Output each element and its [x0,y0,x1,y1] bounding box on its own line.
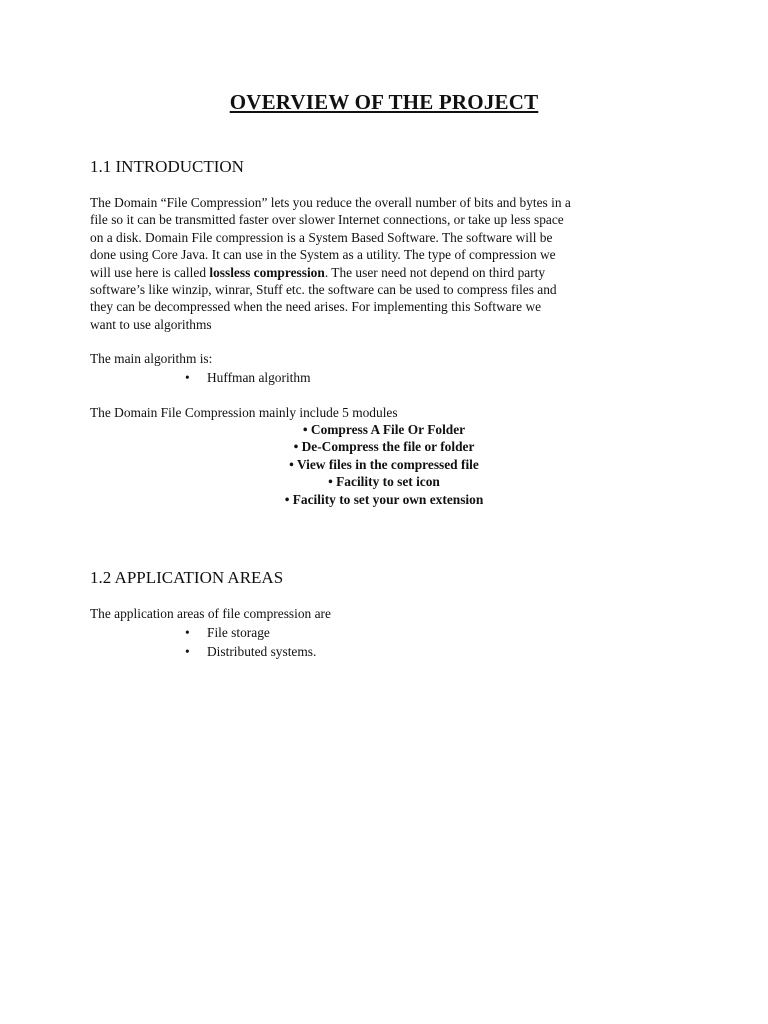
document-title: OVERVIEW OF THE PROJECT [229,90,539,114]
module-item: • Facility to set your own extension [284,491,484,507]
bullet-icon: • [185,370,190,385]
module-item: • View files in the compressed file [289,456,479,472]
module-item: • Compress A File Or Folder [302,422,466,437]
introduction-paragraph [90,194,650,333]
algorithm-intro: The main algorithm is: [90,351,213,366]
module-item: • De-Compress the file or folder [293,439,475,455]
application-area-label: Distributed systems. [207,644,317,659]
paragraph-line: done using Core Java. It can use in the System as a utility. The type of compression we [90,247,556,263]
module-item: • Facility to set icon [328,474,440,490]
modules-list [0,421,768,508]
application-areas-intro: The application areas of file compression are [90,606,331,621]
paragraph-line: software’s like winzip, winrar, Stuff etc. the software can be used to compress files and [90,282,557,298]
paragraph-line: The Domain “File Compression” lets you reduce the overall number of bits and bytes in a [90,195,571,210]
bullet-icon: • [185,625,190,640]
paragraph-line: they can be decompressed when the need arises. For implementing this Software we [90,299,542,315]
paragraph-line [90,264,650,281]
paragraph-line: file so it can be transmitted faster over slower Internet connections, or take up less space [90,212,564,228]
paragraph-line: want to use algorithms [90,316,212,332]
algorithm-label: Huffman algorithm [207,370,311,385]
paragraph-text: . The user need not depend on third party [324,264,546,280]
modules-intro: The Domain File Compression mainly include 5 modules [90,405,398,420]
lossless-compression-term: lossless compression [209,264,325,280]
paragraph-line: on a disk. Domain File compression is a System Based Software. The software will be [90,229,553,245]
paragraph-text: will use here is called [90,264,210,280]
section-heading-introduction: 1.1 INTRODUCTION [90,157,244,176]
section-heading-application-areas: 1.2 APPLICATION AREAS [90,568,284,587]
application-area-label: File storage [207,625,270,640]
bullet-icon: • [185,644,190,659]
